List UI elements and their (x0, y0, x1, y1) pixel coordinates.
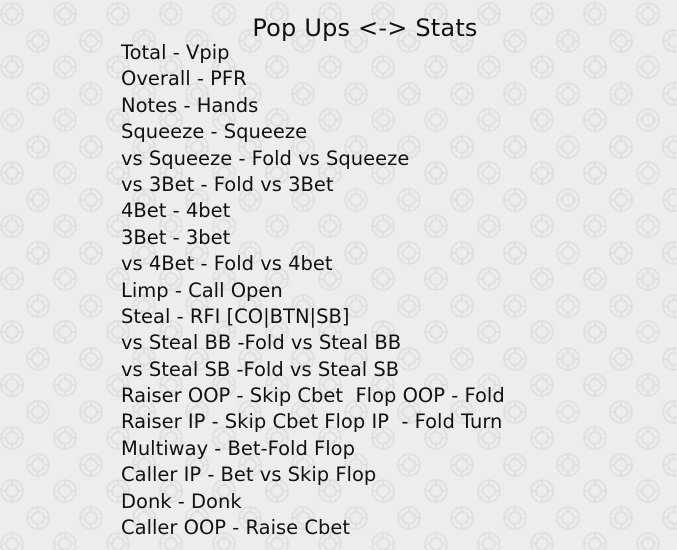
list-item: Caller OOP - Raise Cbet (121, 516, 350, 540)
list-item: Multiway - Bet-Fold Flop (121, 436, 355, 460)
list-item: Squeeze - Squeeze (121, 120, 308, 144)
list-item: vs Squeeze - Fold vs Squeeze (121, 146, 410, 170)
list-item: vs 4Bet - Fold vs 4bet (121, 252, 333, 276)
list-item: vs 3Bet - Fold vs 3Bet (121, 172, 334, 196)
list-item: Raiser OOP - Skip Cbet Flop OOP - Fold (121, 384, 505, 408)
list-item: Notes - Hands (121, 93, 259, 117)
list-item: Raiser IP - Skip Cbet Flop IP - Fold Turn (121, 410, 503, 434)
list-item: Steal - RFI [CO|BTN|SB] (121, 304, 350, 328)
list-item: 3Bet - 3bet (121, 225, 231, 249)
stats-mapping-list (121, 40, 505, 541)
list-item: 4Bet - 4bet (121, 199, 231, 223)
list-item: Total - Vpip (121, 41, 230, 64)
list-item: Donk - Donk (121, 489, 242, 513)
list-item: vs Steal BB -Fold vs Steal BB (121, 331, 402, 355)
list-item: Overall - PFR (121, 67, 247, 91)
list-item: Limp - Call Open (121, 278, 283, 302)
list-item: Caller IP - Bet vs Skip Flop (121, 463, 377, 487)
page-title: Pop Ups <-> Stats (252, 14, 478, 42)
list-item: vs Steal SB -Fold vs Steal SB (121, 357, 400, 381)
